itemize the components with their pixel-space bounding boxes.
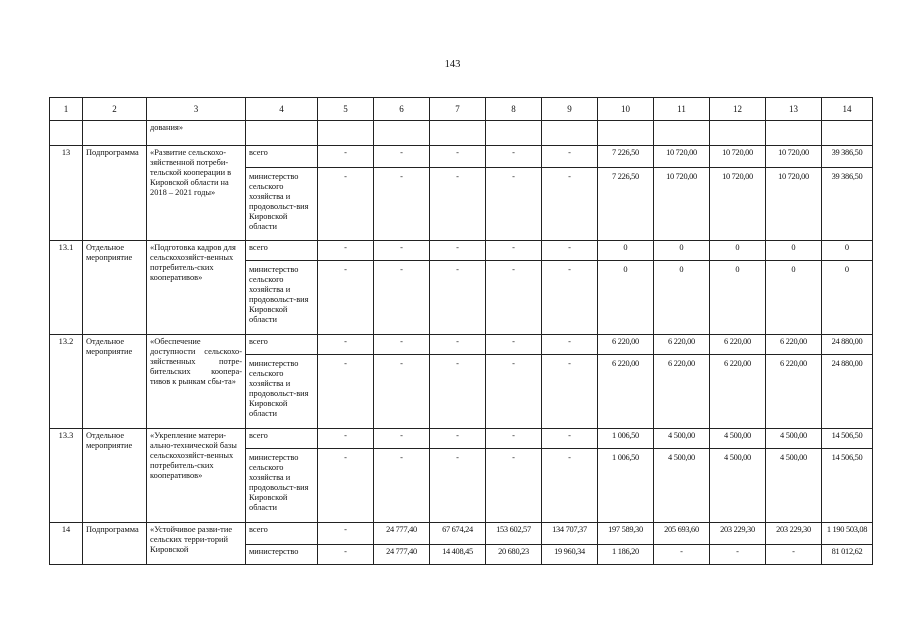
row-number: 13.2 [50, 335, 83, 429]
col-header: 6 [374, 98, 430, 121]
value-cell: 0 [710, 241, 766, 261]
value-cell: 4 500,00 [766, 429, 822, 449]
value-cell: 197 589,30 [598, 523, 654, 545]
value-cell: 4 500,00 [710, 449, 766, 523]
value-cell: 14 408,45 [430, 545, 486, 565]
value-cell: 0 [766, 241, 822, 261]
col-header: 7 [430, 98, 486, 121]
program-name: «Обеспечение доступности сельскохо-зяйственных потре-бительских коопера-тивов к рынкам сбы-та» [147, 335, 246, 429]
value-cell: 0 [598, 261, 654, 335]
table-row: 13.3 Отдельное мероприятие «Укрепление матери-ально-технической базы сельскохозяйст-венных потребитель-ских кооперативов» всего - - - - - 1 006,50 4 500,00 4 500,00 4 500,00 14 506,50 [50, 429, 873, 449]
row-number: 13 [50, 146, 83, 241]
value-cell: 0 [654, 241, 710, 261]
table-row: министерство сельского хозяйства и продовольст-вия Кировской области - - - - - 1 006,50 4 500,00 4 500,00 4 500,00 14 506,50 [50, 449, 873, 523]
value-cell: 10 720,00 [710, 168, 766, 241]
table-row: 13.2 Отдельное мероприятие «Обеспечение доступности сельскохо-зяйственных потре-бительских коопера-тивов к рынкам сбы-та» всего - - - - - 6 220,00 6 220,00 6 220,00 6 220,00 24 880,00 [50, 335, 873, 355]
funding-source: министерство сельского хозяйства и продовольст-вия Кировской области [246, 449, 318, 523]
value-cell: 1 190 503,08 [822, 523, 873, 545]
value-cell: 10 720,00 [654, 146, 710, 168]
funding-source: министерство сельского хозяйства и продовольст-вия Кировской области [246, 355, 318, 429]
value-cell: 10 720,00 [710, 146, 766, 168]
value-cell: 39 386,50 [822, 168, 873, 241]
row-number: 13.3 [50, 429, 83, 523]
program-name-continued: дования» [147, 121, 246, 146]
funding-source: министерство сельского хозяйства и продовольст-вия Кировской области [246, 168, 318, 241]
value-cell: 0 [598, 241, 654, 261]
row-type: Подпрограмма [83, 523, 147, 565]
funding-source: министерство [246, 545, 318, 565]
value-cell: 14 506,50 [822, 429, 873, 449]
value-cell: 1 006,50 [598, 429, 654, 449]
value-cell: 67 674,24 [430, 523, 486, 545]
funding-source: всего [246, 429, 318, 449]
value-cell: 153 602,57 [486, 523, 542, 545]
value-cell: 205 693,60 [654, 523, 710, 545]
value-cell: 24 880,00 [822, 355, 873, 429]
value-cell: 6 220,00 [598, 335, 654, 355]
value-cell: 4 500,00 [654, 429, 710, 449]
value-cell: 7 226,50 [598, 168, 654, 241]
col-header: 4 [246, 98, 318, 121]
value-cell: 6 220,00 [654, 355, 710, 429]
table-row: министерство сельского хозяйства и продовольст-вия Кировской области - - - - - 6 220,00 6 220,00 6 220,00 6 220,00 24 880,00 [50, 355, 873, 429]
value-cell: 24 777,40 [374, 545, 430, 565]
value-cell: 203 229,30 [766, 523, 822, 545]
value-cell: 0 [654, 261, 710, 335]
value-cell: 1 186,20 [598, 545, 654, 565]
value-cell: 1 006,50 [598, 449, 654, 523]
funding-source: всего [246, 523, 318, 545]
value-cell: 134 707,37 [542, 523, 598, 545]
col-header: 1 [50, 98, 83, 121]
value-cell: 6 220,00 [766, 355, 822, 429]
value-cell: 14 506,50 [822, 449, 873, 523]
funding-source: всего [246, 146, 318, 168]
program-name: «Подготовка кадров для сельскохозяйст-венных потребитель-ских кооперативов» [147, 241, 246, 335]
value-cell: 10 720,00 [766, 168, 822, 241]
value-cell: 20 680,23 [486, 545, 542, 565]
value-cell: 0 [766, 261, 822, 335]
value-cell: 0 [710, 261, 766, 335]
row-type: Отдельное мероприятие [83, 335, 147, 429]
table-row: 14 Подпрограмма «Устойчивое разви-тие сельских терри-торий Кировской всего - 24 777,40 67 674,24 153 602,57 134 707,37 197 589,30 205 693,60 203 229,30 203 229,30 1 190 503,08 [50, 523, 873, 545]
col-header: 12 [710, 98, 766, 121]
value-cell: 7 226,50 [598, 146, 654, 168]
value-cell: 81 012,62 [822, 545, 873, 565]
value-cell: - [710, 545, 766, 565]
value-cell: 24 777,40 [374, 523, 430, 545]
value-cell: 6 220,00 [654, 335, 710, 355]
col-header: 8 [486, 98, 542, 121]
value-cell: - [654, 545, 710, 565]
value-cell: 203 229,30 [710, 523, 766, 545]
table-row: министерство сельского хозяйства и продовольст-вия Кировской области - - - - - 7 226,50 10 720,00 10 720,00 10 720,00 39 386,50 [50, 168, 873, 241]
col-header: 13 [766, 98, 822, 121]
table-row: 13.1 Отдельное мероприятие «Подготовка кадров для сельскохозяйст-венных потребитель-ских кооперативов» всего - - - - - 0 0 0 0 0 [50, 241, 873, 261]
row-number: 13.1 [50, 241, 83, 335]
value-cell: 4 500,00 [710, 429, 766, 449]
value-cell: 24 880,00 [822, 335, 873, 355]
funding-source: всего [246, 335, 318, 355]
value-cell: 4 500,00 [766, 449, 822, 523]
col-header: 11 [654, 98, 710, 121]
budget-table [49, 97, 873, 565]
value-cell: - [766, 545, 822, 565]
value-cell: 6 220,00 [766, 335, 822, 355]
col-header: 14 [822, 98, 873, 121]
program-name: «Укрепление матери-ально-технической базы сельскохозяйст-венных потребитель-ских кооперативов» [147, 429, 246, 523]
value-cell: 10 720,00 [766, 146, 822, 168]
table-row: министерство сельского хозяйства и продовольст-вия Кировской области - - - - - 0 0 0 0 0 [50, 261, 873, 335]
value-cell: 6 220,00 [710, 335, 766, 355]
value-cell: 39 386,50 [822, 146, 873, 168]
col-header: 2 [83, 98, 147, 121]
col-header: 9 [542, 98, 598, 121]
table-row: министерство - 24 777,40 14 408,45 20 680,23 19 960,34 1 186,20 - - - 81 012,62 [50, 545, 873, 565]
row-type: Подпрограмма [83, 146, 147, 241]
row-type: Отдельное мероприятие [83, 241, 147, 335]
col-header: 5 [318, 98, 374, 121]
col-header: 3 [147, 98, 246, 121]
page-number: 143 [444, 59, 461, 70]
value-cell: 19 960,34 [542, 545, 598, 565]
column-number-row [50, 98, 873, 121]
program-name: «Развитие сельскохо-зяйственной потреби-тельской кооперации в Кировской области на 2018 – 2021 годы» [147, 146, 246, 241]
value-cell: 0 [822, 261, 873, 335]
value-cell: 6 220,00 [710, 355, 766, 429]
value-cell: 10 720,00 [654, 168, 710, 241]
table-row: 13 Подпрограмма «Развитие сельскохо-зяйственной потреби-тельской кооперации в Кировской области на 2018 – 2021 годы» всего - - - - - 7 226,50 10 720,00 10 720,00 10 720,00 39 386,50 [50, 146, 873, 168]
value-cell: 0 [822, 241, 873, 261]
program-name: «Устойчивое разви-тие сельских терри-торий Кировской [147, 523, 246, 565]
funding-source: всего [246, 241, 318, 261]
funding-source: министерство сельского хозяйства и продовольст-вия Кировской области [246, 261, 318, 335]
value-cell: 4 500,00 [654, 449, 710, 523]
table-row [50, 121, 873, 146]
col-header: 10 [598, 98, 654, 121]
row-type: Отдельное мероприятие [83, 429, 147, 523]
value-cell: 6 220,00 [598, 355, 654, 429]
row-number: 14 [50, 523, 83, 565]
